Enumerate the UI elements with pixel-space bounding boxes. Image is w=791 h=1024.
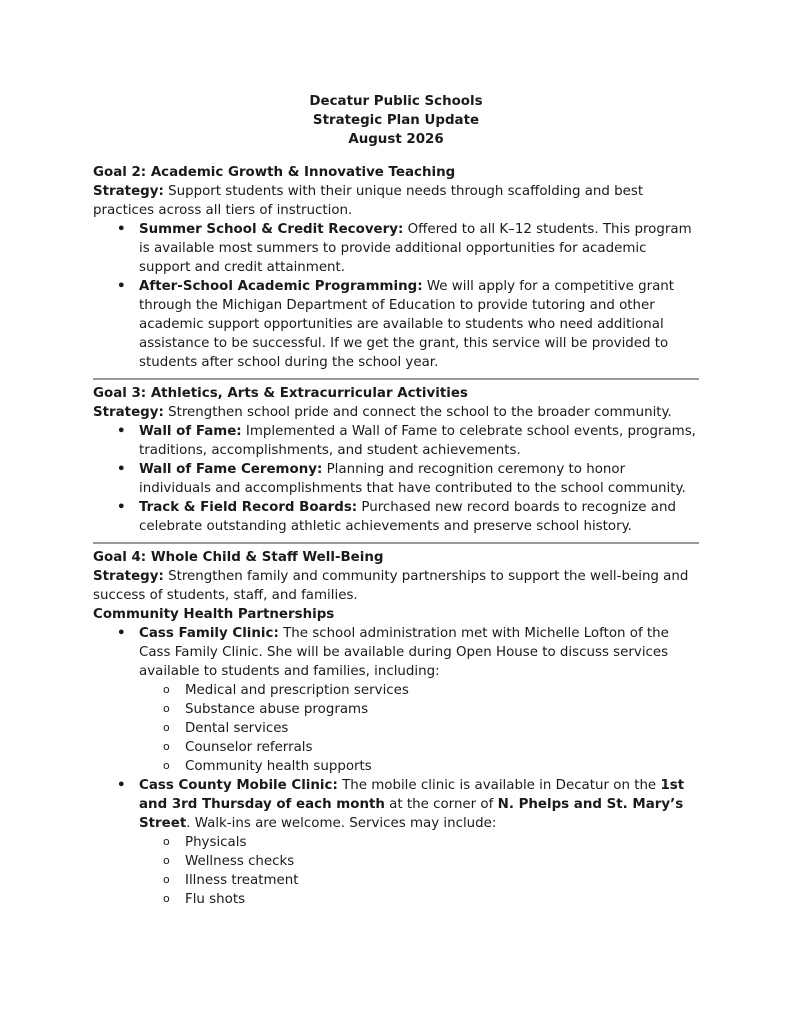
list-item [139,498,699,536]
item-text: The school administration met with Michelle Lofton of the Cass Family Clinic. She will be available during Open House to discuss services available to students and families, including: [139,626,669,679]
goal-4-list [93,624,699,909]
strategy-label: Strategy: [93,569,164,584]
goal-2-section [93,163,699,372]
service-item: o Illness treatment [185,871,699,890]
item-label: Summer School & Credit Recovery: [139,222,404,237]
header-date: August 2026 [348,132,444,147]
goal-2-list [93,220,699,372]
item-label: Wall of Fame: [139,424,242,439]
header-title: Strategic Plan Update [312,113,480,128]
list-item [139,277,699,372]
item-text: Implemented a Wall of Fame to celebrate school events, programs, traditions, accomplishments, and student achievements. [139,424,696,458]
strategy-text: Strengthen school pride and connect the school to the broader community. [163,405,672,420]
service-item: o Wellness checks [185,852,699,871]
document-page [93,92,699,909]
list-item [139,422,699,460]
item-text: Planning and recognition ceremony to honor individuals and accomplishments that have contributed to the school community. [139,462,686,496]
item-text: We will apply for a competitive grant through the Michigan Department of Education to provide tutoring and other academic support opportunities are available to students who need additional assistance to be successful. If we get the grant, this service will be provided to students after school during the school year. [139,279,675,370]
section-divider [93,378,699,380]
item-text: Offered to all K–12 students. This program is available most summers to provide additional opportunities for academic support and credit attainment. [139,222,692,275]
strategy-text: Support students with their unique needs through scaffolding and best practices across all tiers of instruction. [93,184,644,218]
item-text: . Walk-ins are welcome. Services may include: [186,816,497,831]
goal-3-section [93,384,699,536]
item-text: Purchased new record boards to recognize and celebrate outstanding athletic achievements and preserve school history. [139,500,676,534]
strategy-label: Strategy: [93,405,164,420]
list-item [139,776,699,909]
schedule-text: 1st and 3rd Thursday of each month [139,778,685,812]
location-text: N. Phelps and St. Mary’s Street [139,797,684,831]
service-item: o Physicals [185,833,699,852]
community-health-subheading: Community Health Partnerships [93,607,335,622]
item-text: at the corner of [384,797,498,812]
mobile-clinic-services [139,833,699,909]
section-divider [93,542,699,544]
header-district: Decatur Public Schools [309,94,483,109]
goal-3-strategy [93,403,699,422]
service-item: o Substance abuse programs [185,700,699,719]
service-item: o Counselor referrals [185,738,699,757]
document-header [93,92,699,149]
service-item: o Flu shots [185,890,699,909]
item-text: The mobile clinic is available in Decatur on the [337,778,661,793]
strategy-text: Strengthen family and community partnerships to support the well-being and success of students, staff, and families. [93,569,689,603]
goal-4-title: Goal 4: Whole Child & Staff Well-Being [93,550,384,565]
goal-4-strategy [93,567,699,605]
list-item [139,460,699,498]
item-label: Wall of Fame Ceremony: [139,462,323,477]
item-label: Cass County Mobile Clinic: [139,778,338,793]
service-item: o Dental services [185,719,699,738]
goal-4-section [93,548,699,909]
service-item: o Medical and prescription services [185,681,699,700]
item-label: Track & Field Record Boards: [139,500,358,515]
goal-3-title: Goal 3: Athletics, Arts & Extracurricular Activities [93,386,468,401]
goal-3-list [93,422,699,536]
service-item: o Community health supports [185,757,699,776]
list-item [139,220,699,277]
goal-2-strategy [93,182,699,220]
list-item [139,624,699,776]
goal-2-title: Goal 2: Academic Growth & Innovative Teaching [93,165,456,180]
item-label: Cass Family Clinic: [139,626,279,641]
cass-family-services [139,681,699,776]
item-label: After-School Academic Programming: [139,279,423,294]
strategy-label: Strategy: [93,184,164,199]
